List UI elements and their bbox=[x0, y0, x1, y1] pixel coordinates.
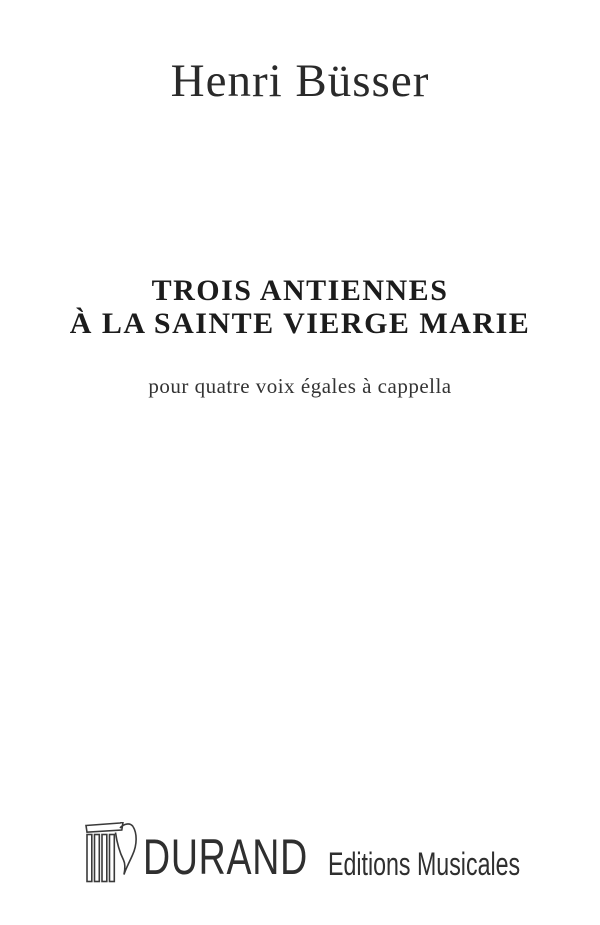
publisher-name: DURAND bbox=[143, 829, 308, 885]
durand-column-lyre-logo-icon bbox=[84, 822, 138, 885]
publisher-tagline: Editions Musicales bbox=[328, 846, 521, 882]
work-title-line1: TROIS ANTIENNES bbox=[151, 274, 449, 307]
composer-name: Henri Büsser bbox=[170, 55, 430, 107]
work-subtitle: pour quatre voix égales à cappella bbox=[148, 374, 452, 398]
work-title-line2: À LA SAINTE VIERGE MARIE bbox=[69, 307, 531, 340]
work-title bbox=[0, 274, 600, 340]
